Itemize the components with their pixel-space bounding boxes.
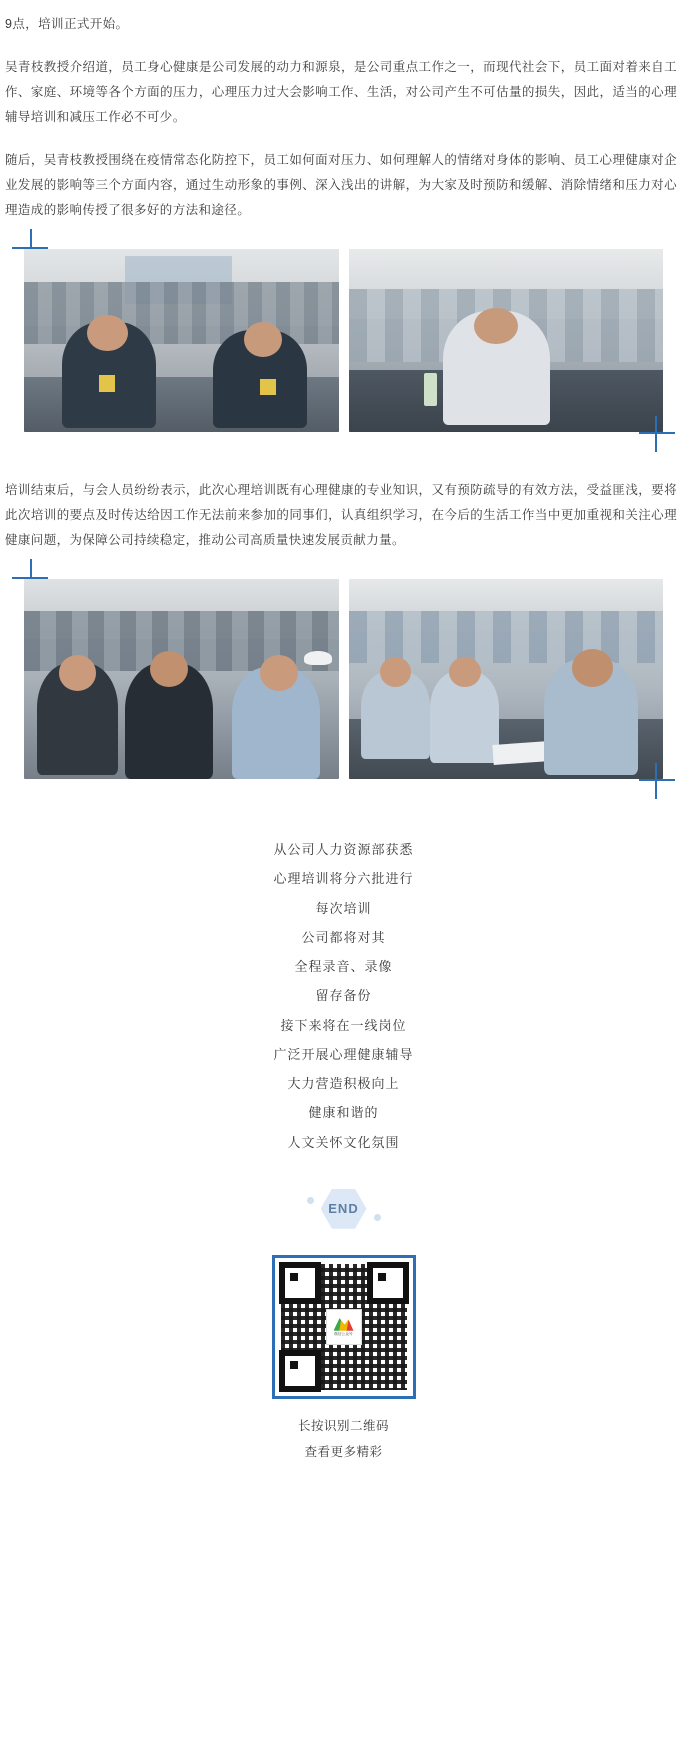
closing-line: 接下来将在一线岗位 xyxy=(280,1017,407,1033)
photo-audience-front-row xyxy=(24,579,339,779)
article-paragraph-3: 随后，吴青枝教授围绕在疫情常态化防控下，员工如何面对压力、如何理解人的情绪对身体的影响、员工心理健康对企业发展的影响等三个方面内容，通过生动形象的事例、深入浅出的讲解，为大家及时预防和缓解、消除情绪和压力对心理造成的影响传授了很多好的方法和途径。 xyxy=(5,153,677,217)
qr-caption-line: 长按识别二维码 xyxy=(297,1418,389,1433)
end-badge-wrapper xyxy=(0,1183,687,1235)
qr-finder-top-right-icon xyxy=(367,1262,409,1304)
closing-line: 广泛开展心理健康辅导 xyxy=(273,1046,414,1062)
spacer xyxy=(0,130,687,148)
qr-finder-bottom-left-icon xyxy=(279,1350,321,1392)
mountain-logo-icon xyxy=(334,1317,354,1331)
photo-row-1 xyxy=(0,249,687,432)
closing-line: 从公司人力资源部获悉 xyxy=(273,842,414,857)
qr-caption-line: 查看更多精彩 xyxy=(304,1445,383,1459)
photo-audience-discussion xyxy=(349,579,664,779)
qr-caption-block xyxy=(0,1413,687,1466)
spacer xyxy=(0,432,687,478)
spacer xyxy=(0,779,687,805)
end-badge-label: END xyxy=(328,1201,359,1217)
closing-line: 大力营造积极向上 xyxy=(287,1076,400,1091)
closing-line: 人文关怀文化氛围 xyxy=(287,1134,400,1150)
closing-statement-block xyxy=(0,835,687,1157)
article-paragraph-4: 培训结束后，与会人员纷纷表示，此次心理培训既有心理健康的专业知识，又有预防疏导的有效方法，受益匪浅，要将此次培训的要点及时传达给因工作无法前来参加的同事们，认真组织学习，在今后的生活工作当中更加重视和关注心理健康问题，为保障公司持续稳定，推动公司高质量快速发展贡献力量。 xyxy=(5,483,677,547)
photo-training-listening xyxy=(24,249,339,432)
closing-line: 每次培训 xyxy=(315,900,372,916)
badge-dot-left-icon xyxy=(307,1197,314,1204)
qr-code-wrapper xyxy=(0,1255,687,1399)
photo-row-2 xyxy=(0,579,687,779)
end-badge xyxy=(305,1187,383,1231)
photo-training-notetaking xyxy=(349,249,664,432)
training-photos-group-2 xyxy=(0,579,687,779)
article-paragraph-1: 9点，培训正式开始。 xyxy=(5,17,129,31)
closing-line: 健康和谐的 xyxy=(308,1105,379,1121)
qr-finder-top-left-icon xyxy=(279,1262,321,1304)
qr-code[interactable] xyxy=(272,1255,416,1399)
closing-line: 公司都将对其 xyxy=(301,929,386,945)
closing-line: 留存备份 xyxy=(315,988,372,1004)
closing-line: 全程录音、录像 xyxy=(294,959,393,974)
badge-dot-right-icon xyxy=(374,1214,381,1221)
training-photos-group-1 xyxy=(0,249,687,432)
article-paragraph-2: 吴青枝教授介绍道，员工身心健康是公司发展的动力和源泉，是公司重点工作之一，而现代社会下，员工面对着来自工作、家庭、环境等各个方面的压力，心理压力过大会影响工作、生活，对公司产生不可估量的损失，因此，适当的心理辅导培训和减压工作必不可少。 xyxy=(5,60,677,124)
qr-logo-label: 微信公众号 xyxy=(334,1331,353,1336)
spacer xyxy=(0,37,687,55)
qr-center-logo xyxy=(326,1309,362,1345)
closing-line: 心理培训将分六批进行 xyxy=(273,871,414,887)
